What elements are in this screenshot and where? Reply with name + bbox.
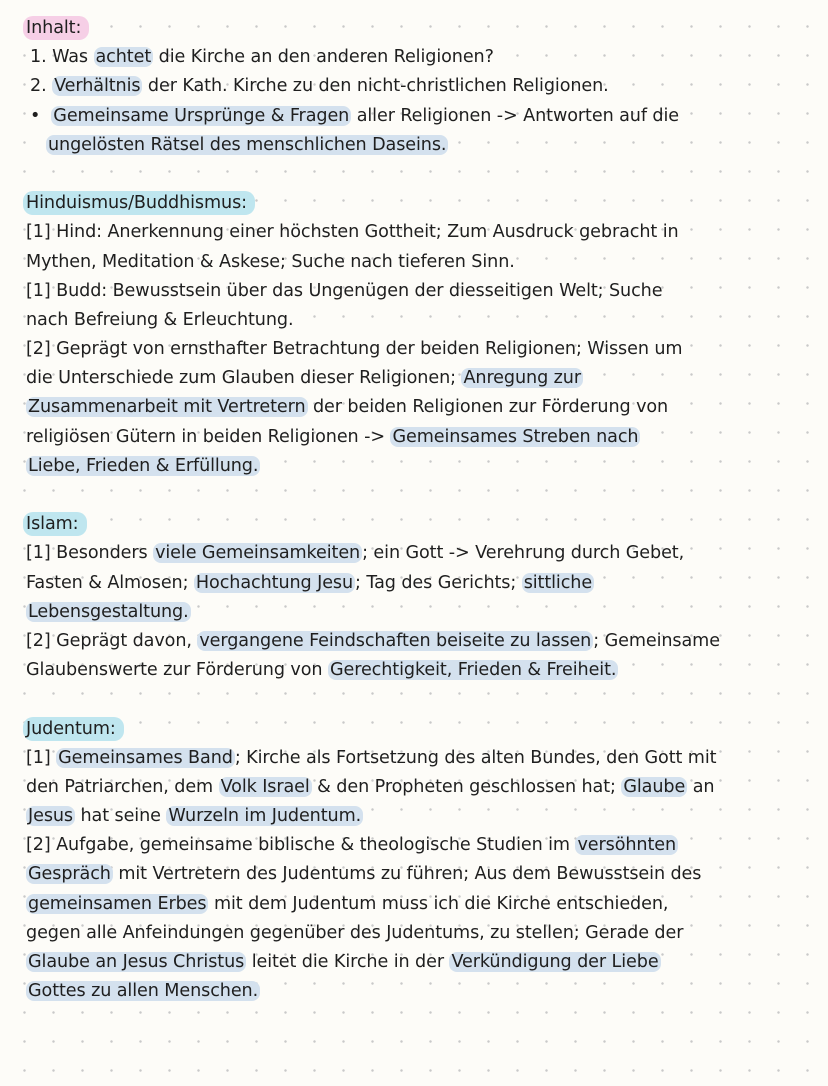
text-line: Gespräch mit Vertretern des Judentums zu führen; Aus dem Bewusstsein des — [28, 864, 702, 885]
text-line: religiösen Gütern in beiden Religionen -> Gemeinsames Streben nach — [26, 426, 639, 447]
list-item: 2. Verhältnis der Kath. Kirche zu den nicht-christlichen Religionen. — [30, 76, 609, 97]
text-line: [1] Hind: Anerkennung einer höchsten Gottheit; Zum Ausdruck gebracht in — [26, 222, 679, 243]
section-judentum — [26, 715, 806, 1007]
text-line: [2] Geprägt von ernsthafter Betrachtung der beiden Religionen; Wissen um — [26, 339, 683, 360]
text-line: den Patriarchen, dem Volk Israel & den Propheten geschlossen hat; Glaube an — [26, 776, 715, 797]
heading-judentum: Judentum: — [23, 717, 124, 741]
bullet-item-continuation: ungelösten Rätsel des menschlichen Daseins. — [48, 134, 447, 155]
text-line: gemeinsamen Erbes mit dem Judentum muss ich die Kirche entschieden, — [28, 893, 669, 914]
text-line: Glaubenswerte zur Förderung von Gerechtigkeit, Frieden & Freiheit. — [26, 660, 617, 681]
bullet-dot: • — [30, 105, 41, 126]
text-line: [2] Aufgabe, gemeinsame biblische & theologische Studien im versöhnten — [26, 835, 677, 856]
text-line: Glaube an Jesus Christus leitet die Kirche in der Verkündigung der Liebe — [28, 952, 659, 972]
heading-inhalt: Inhalt: — [23, 16, 89, 40]
heading-hinduismus: Hinduismus/Buddhismus: — [23, 191, 255, 215]
section-islam — [26, 510, 806, 685]
text-line: die Unterschiede zum Glauben dieser Religionen; Anregung zur — [26, 368, 581, 389]
notes-page — [26, 14, 806, 1006]
section-hinduismus — [26, 189, 806, 481]
text-line: [1] Gemeinsames Band ; Kirche als Fortsetzung des alten Bundes, den Gott mit — [26, 747, 717, 768]
text-line: gegen alle Anfeindungen gegenüber des Judentums, zu stellen; Gerade der — [26, 922, 684, 943]
text-line: [2] Geprägt davon, vergangene Feindschaften beiseite zu lassen ; Gemeinsame — [26, 630, 720, 651]
text-line: Zusammenarbeit mit Vertretern der beiden Religionen zur Förderung von — [28, 397, 669, 418]
text-line: Fasten & Almosen; Hochachtung Jesu ; Tag des Gerichts; sittliche — [26, 572, 593, 593]
text-line: Gottes zu allen Menschen. — [28, 981, 259, 1002]
text-line: Mythen, Meditation & Askese; Suche nach tieferen Sinn. — [26, 251, 515, 272]
section-inhalt — [26, 14, 806, 160]
text-line: Liebe, Frieden & Erfüllung. — [28, 455, 259, 476]
list-item: 1. Was achtet die Kirche an den anderen Religionen? — [30, 47, 494, 68]
text-line: nach Befreiung & Erleuchtung. — [26, 309, 294, 330]
text-line: [1] Budd: Bewusstsein über das Ungenügen der diesseitigen Welt; Suche — [26, 280, 663, 301]
text-line: [1] Besonders viele Gemeinsamkeiten ; ein Gott -> Verehrung durch Gebet, — [26, 543, 685, 564]
text-line: Lebensgestaltung. — [28, 601, 189, 622]
bullet-item: • Gemeinsame Ursprünge & Fragen aller Religionen -> Antworten auf die — [30, 105, 680, 126]
text-line: Jesus hat seine Wurzeln im Judentum. — [28, 806, 362, 827]
heading-islam: Islam: — [23, 512, 87, 536]
